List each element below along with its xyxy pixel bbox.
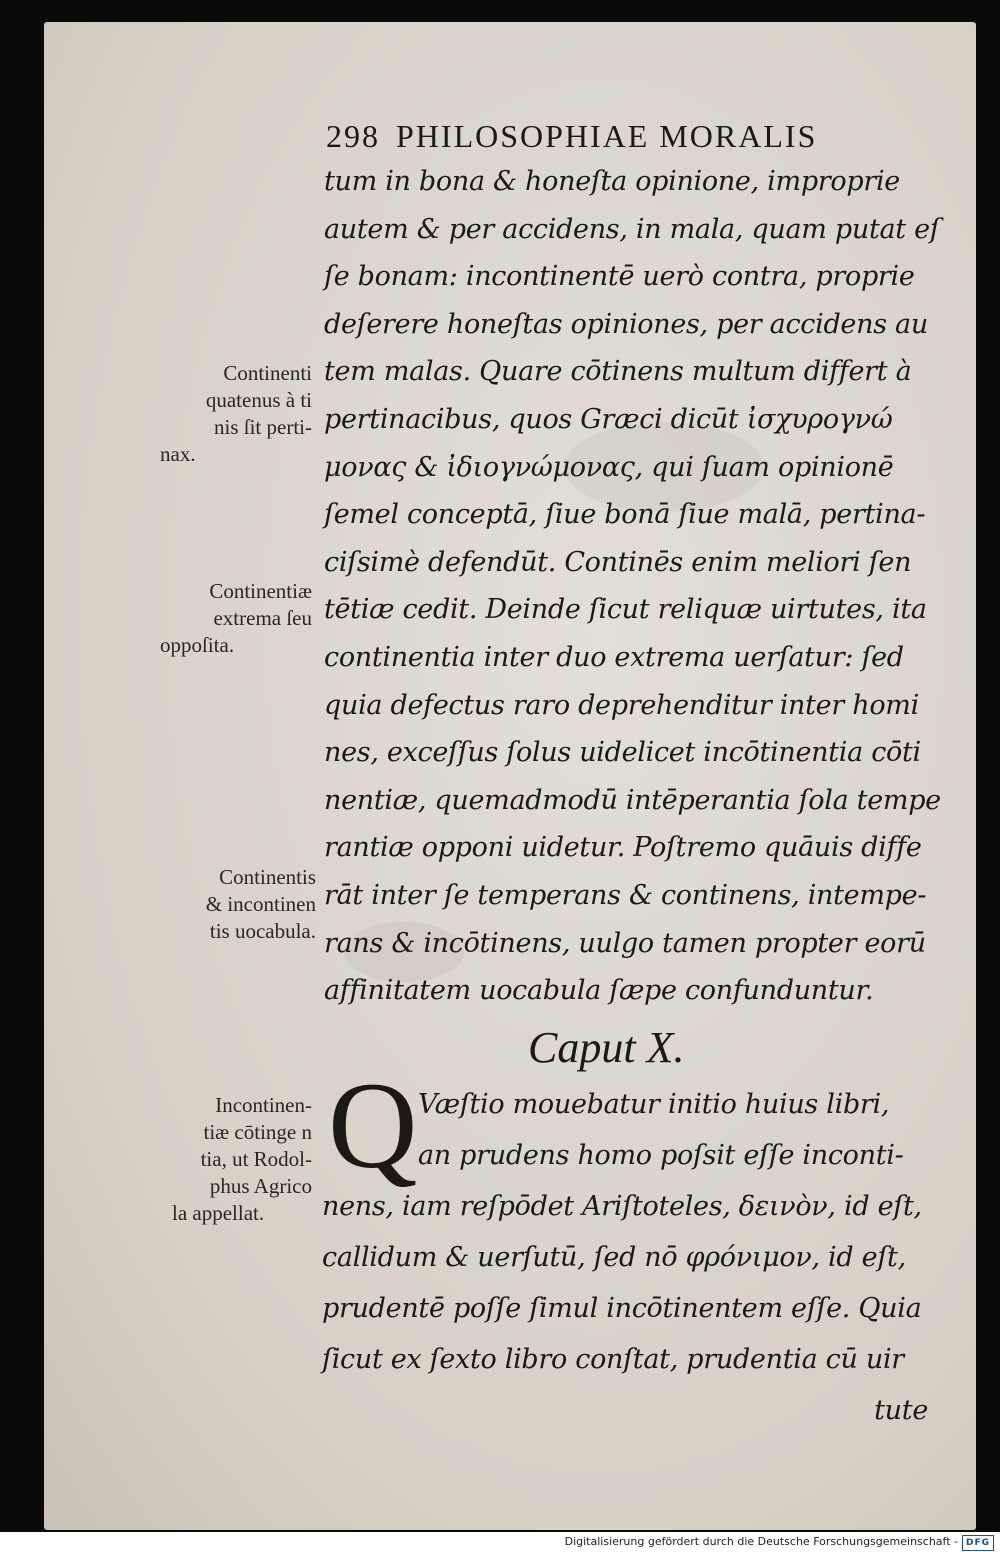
text-line: callidum & uerſutū, ſed nō φρόνιμον, id eſt, xyxy=(322,1242,906,1273)
text-line: tētiæ cedit. Deinde ſicut reliquæ uirtutes, ita xyxy=(324,594,927,626)
margin-note-line: Continentiæ xyxy=(209,579,312,603)
text-line: μονας & ἰδιογνώμονας, qui ſuam opinionē xyxy=(324,451,894,483)
catchword: tute xyxy=(874,1395,928,1426)
margin-note-line: tiæ cōtinge n xyxy=(203,1120,312,1144)
text-line: rāt inter ſe temperans & continens, intempe- xyxy=(324,879,927,911)
drop-cap: Q xyxy=(328,1057,418,1194)
text-line: deſerere honeſtas opiniones, per accidens au xyxy=(324,308,928,340)
text-line: an prudens homo poſsit eſſe inconti- xyxy=(418,1140,904,1171)
text-line: nes, exceſſus ſolus uidelicet incōtinentia cōti xyxy=(324,737,921,769)
dfg-logo: DFG xyxy=(962,1535,994,1551)
margin-note-line: Continentis xyxy=(219,865,316,889)
margin-note xyxy=(150,578,312,659)
page-number: 298 xyxy=(326,118,380,154)
text-line: Væſtio mouebatur initio huius libri, xyxy=(418,1089,890,1120)
margin-note-line: & incontinen xyxy=(205,892,316,916)
margin-note-line: nis ſit perti- xyxy=(214,415,312,439)
margin-note-line: tia, ut Rodol- xyxy=(200,1147,312,1171)
text-line: rantiæ opponi uidetur. Poſtremo quāuis diffe xyxy=(324,832,922,864)
text-line: continentia inter duo extrema uerſatur: ſed xyxy=(324,641,904,673)
text-line: tum in bona & honeſta opinione, improprie xyxy=(324,166,900,197)
margin-note-line: la appellat. xyxy=(172,1201,265,1225)
margin-note-line: quatenus à ti xyxy=(205,388,312,412)
footer-bar xyxy=(0,1532,1000,1552)
margin-note-line: phus Agrico xyxy=(209,1174,312,1198)
text-line: affinitatem uocabula ſæpe confunduntur. xyxy=(324,975,874,1007)
text-line: ſicut ex ſexto libro conſtat, prudentia cū uir xyxy=(322,1344,904,1375)
text-line: ſe bonam: incontinentē uerò contra, proprie xyxy=(324,261,915,293)
margin-note-line: tis uocabula. xyxy=(209,919,316,943)
margin-note xyxy=(150,864,316,945)
text-line: rans & incōtinens, uulgo tamen propter eorū xyxy=(324,927,926,959)
text-line: nentiæ, quemadmodū intēperantia ſola tempe xyxy=(324,784,941,816)
body-text xyxy=(324,158,941,1015)
margin-note-line: Incontinen- xyxy=(215,1093,312,1117)
text-line: prudentē poſſe ſimul incōtinentem eſſe. Quia xyxy=(322,1293,922,1324)
text-line: autem & per accidens, in mala, quam putat eſ xyxy=(324,213,940,245)
text-line: ſemel conceptā, ſiue bonā ſiue malā, pertina- xyxy=(324,499,926,531)
chapter-heading: Caput X. xyxy=(528,1023,685,1072)
text-line: quia defectus raro deprehenditur inter homi xyxy=(324,689,919,721)
text-line: ciſsimè defendūt. Continēs enim meliori ſen xyxy=(324,546,912,578)
margin-note-line: nax. xyxy=(160,442,196,466)
text-line: tem malas. Quare cōtinens multum differt à xyxy=(324,356,912,388)
margin-note xyxy=(150,1092,312,1227)
margin-note xyxy=(150,360,312,468)
margin-note-line: extrema ſeu xyxy=(213,606,312,630)
running-title: PHILOSOPHIAE MORALIS xyxy=(396,118,818,154)
running-head xyxy=(326,118,926,162)
chapter-text xyxy=(322,1057,936,1436)
margin-note-line: Continenti xyxy=(223,361,312,385)
text-line: pertinacibus, quos Græci dicūt ἰσχυρογνώ xyxy=(324,403,893,435)
margin-note-line: oppoſita. xyxy=(160,633,235,657)
footer-credit: Digitalisierung gefördert durch die Deutsche Forschungsgemeinschaft - xyxy=(564,1535,958,1548)
text-line: nens, iam reſpōdet Ariſtoteles, δεινὸν, id eſt, xyxy=(322,1191,922,1222)
